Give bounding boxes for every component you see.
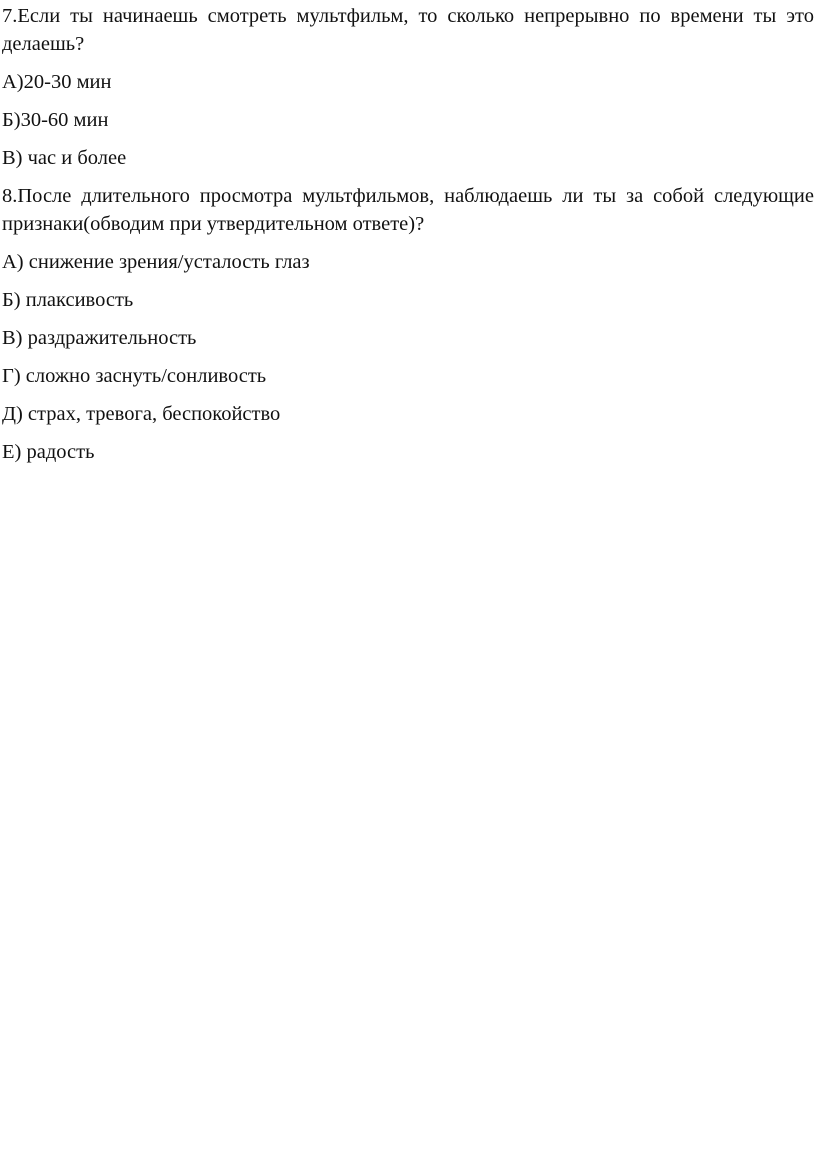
question-7-option-b: Б)30-60 мин (2, 109, 109, 131)
question-8-text: 8.После длительного просмотра мультфильмов, наблюдаешь ли ты за собой следующие признаки(обводим при утвердительном ответе)? (2, 185, 814, 235)
question-8-option-f: Е) радость (2, 441, 95, 463)
question-7-text: 7.Если ты начинаешь смотреть мультфильм, то сколько непрерывно по времени ты это делаешь? (2, 5, 814, 55)
document-page (2, 0, 814, 466)
question-8-option-b: Б) плаксивость (2, 289, 134, 311)
question-8-option-d: Г) сложно заснуть/сонливость (2, 365, 267, 387)
question-8-option-a: А) снижение зрения/усталость глаз (2, 251, 310, 273)
question-8-option-e: Д) страх, тревога, беспокойство (2, 403, 281, 425)
question-7-option-a: А)20-30 мин (2, 71, 112, 93)
question-8-option-c: В) раздражительность (2, 327, 197, 349)
question-7-option-c: В) час и более (2, 147, 127, 169)
